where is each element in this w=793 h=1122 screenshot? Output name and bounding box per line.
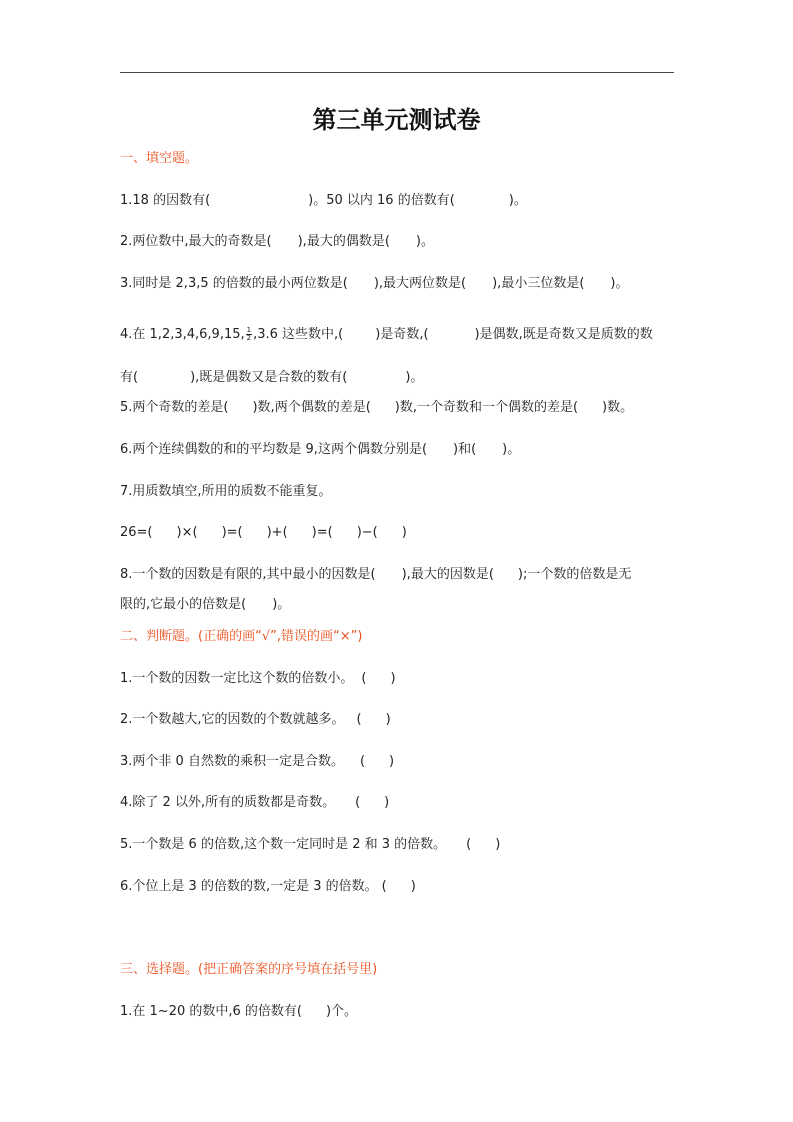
top-rule: [120, 72, 674, 73]
question-1-1: 1.18 的因数有( )。50 以内 16 的倍数有( )。: [120, 193, 527, 208]
question-1-2: 2.两位数中,最大的奇数是( ),最大的偶数是( )。: [120, 234, 434, 249]
judge-item-3: 3.两个非 0 自然数的乘积一定是合数。 ( ): [120, 754, 395, 769]
judge-item-5: 5.一个数是 6 的倍数,这个数一定同时是 2 和 3 的倍数。 ( ): [120, 837, 501, 852]
question-1-3: 3.同时是 2,3,5 的倍数的最小两位数是( ),最大两位数是( ),最小三位数是( )。: [120, 276, 629, 291]
question-1-8: 8.一个数的因数是有限的,其中最小的因数是( ),最大的因数是( );一个数的倍数是无: [120, 567, 632, 582]
question-1-4: 4.在 1,2,3,4,6,9,15, $\frac{1}{2}$ ,3.6 这些数中,( )是奇数,( )是偶数,既是奇数又是质数的数: [120, 326, 653, 342]
section-3-heading: 三、选择题。(把正确答案的序号填在括号里): [120, 962, 378, 977]
question-1-6: 6.两个连续偶数的和的平均数是 9,这两个偶数分别是( )和( )。: [120, 442, 521, 457]
question-1-7: 7.用质数填空,所用的质数不能重复。: [120, 484, 332, 499]
page-title: 第三单元测试卷: [312, 105, 481, 134]
judge-item-4: 4.除了 2 以外,所有的质数都是奇数。 ( ): [120, 795, 390, 810]
section-1-heading: 一、填空题。: [120, 151, 199, 166]
judge-item-1: 1.一个数的因数一定比这个数的倍数小。 ( ): [120, 671, 396, 686]
question-1-7-equation: 26=( )×( )=( )+( )=( )−( ): [120, 525, 407, 540]
judge-item-2: 2.一个数越大,它的因数的个数就越多。 ( ): [120, 712, 391, 727]
judge-item-6: 6.个位上是 3 的倍数的数,一定是 3 的倍数。 ( ): [120, 879, 416, 894]
fraction-one-half: $\frac{1}{2}$: [246, 326, 252, 342]
question-1-5: 5.两个奇数的差是( )数,两个偶数的差是( )数,一个奇数和一个偶数的差是( )数。: [120, 400, 634, 415]
choice-question-1: 1.在 1~20 的数中,6 的倍数有( )个。: [120, 1004, 358, 1019]
section-2-heading: 二、判断题。(正确的画“√”,错误的画“×”): [120, 629, 363, 644]
question-1-8-line-2: 限的,它最小的倍数是( )。: [120, 597, 291, 612]
question-1-4-line-2: 有( ),既是偶数又是合数的数有( )。: [120, 370, 424, 385]
